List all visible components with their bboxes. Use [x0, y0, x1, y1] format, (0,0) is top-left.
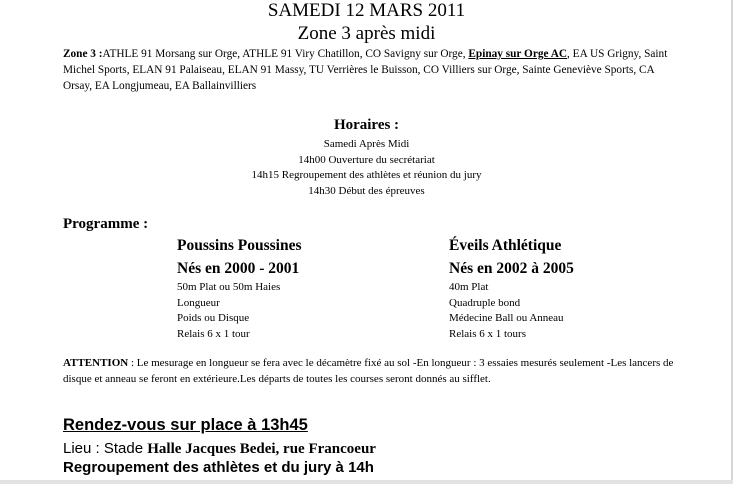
- zone-clubs-paragraph: [63, 46, 673, 94]
- event-item: Relais 6 x 1 tour: [177, 327, 250, 340]
- programme-column-poussins: [177, 234, 301, 342]
- regroupement-line: Regroupement des athlètes et du jury à 14h: [63, 459, 374, 476]
- horaires-list: [0, 137, 733, 199]
- lieu-line: [63, 440, 376, 458]
- lieu-value: Halle Jacques Bedei, rue Francoeur: [147, 441, 376, 457]
- lieu-label: Lieu : Stade: [63, 440, 148, 457]
- zone-label: Zone 3 :: [63, 48, 103, 60]
- event-item: Médecine Ball ou Anneau: [449, 312, 564, 324]
- attention-text: : Le mesurage en longueur se fera avec le décamètre fixé au sol -En longueur : 3 essaies mesurés seulement -Les lancers de disque et anneau se feront en extérieure.Les départs de toutes les courses seront donnés au sifflet.: [63, 357, 674, 385]
- zone-clubs-part2: , EA US Grigny, Saint Michel Sports, ELAN 91 Palaiseau, ELAN 91 Massy, TU Verrières le Buisson, CO Villiers sur Orge, Sainte Geneviève Sports, CA Orsay, EA Longjumeau, EA Ballainvilliers: [63, 48, 668, 92]
- category-title: Poussins Poussines: [177, 237, 302, 254]
- birth-years: Nés en 2002 à 2005: [449, 260, 574, 277]
- zone-clubs-part1: ATHLE 91 Morsang sur Orge, ATHLE 91 Viry Chatillon, CO Savigny sur Orge,: [102, 48, 469, 60]
- bottom-edge: [0, 480, 733, 484]
- horaires-line: Samedi Après Midi: [323, 138, 410, 150]
- date-title: SAMEDI 12 MARS 2011: [267, 0, 466, 21]
- programme-title: Programme :: [63, 216, 149, 232]
- horaires-line: 14h00 Ouverture du secrétariat: [298, 153, 435, 166]
- horaires-line: 14h30 Début des épreuves: [308, 184, 425, 197]
- horaires-title: Horaires :: [333, 117, 400, 133]
- event-item: Relais 6 x 1 tours: [449, 327, 526, 340]
- event-item: 50m Plat ou 50m Haies: [177, 281, 281, 293]
- attention-label: ATTENTION: [63, 357, 129, 369]
- attention-paragraph: [63, 355, 678, 387]
- event-item: 40m Plat: [449, 281, 489, 293]
- event-item: Poids ou Disque: [177, 312, 250, 324]
- birth-years: Nés en 2000 - 2001: [177, 260, 300, 277]
- horaires-line: 14h15 Regroupement des athlètes et réunion du jury: [251, 169, 482, 181]
- category-title: Éveils Athlétique: [449, 237, 562, 254]
- programme-column-eveils: [449, 234, 574, 342]
- event-item: Quadruple bond: [449, 296, 521, 309]
- rendezvous-title: Rendez-vous sur place à 13h45: [63, 416, 308, 434]
- highlighted-club: Epinay sur Orge AC: [468, 48, 568, 60]
- zone-title: Zone 3 après midi: [297, 23, 436, 44]
- event-item: Longueur: [177, 296, 220, 309]
